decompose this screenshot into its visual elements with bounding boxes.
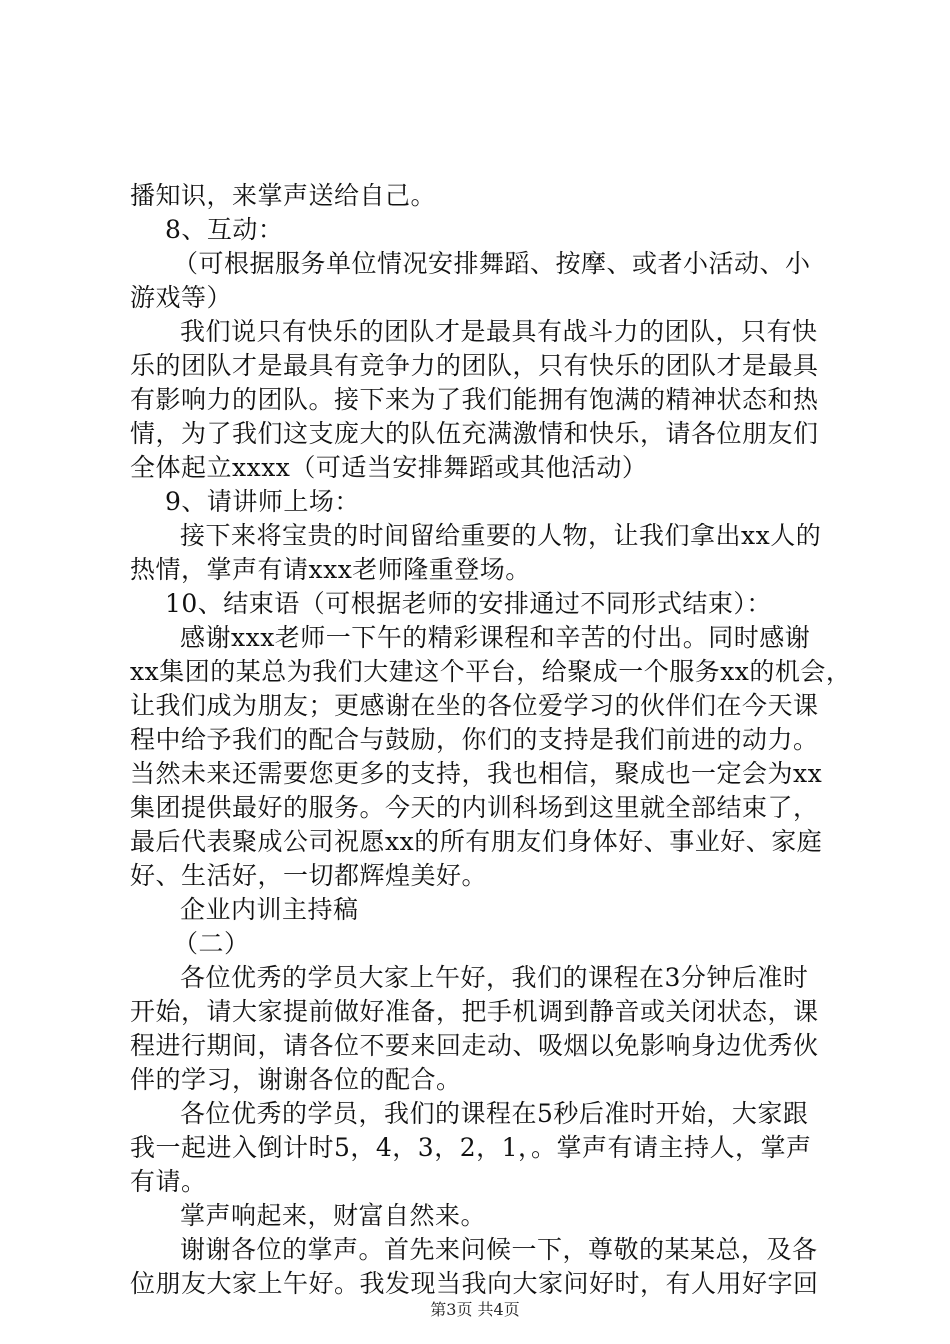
text-line: 谢谢各位的掌声。首先来问候一下，尊敬的某某总，及各 bbox=[180, 1235, 818, 1264]
text-line: 我们说只有快乐的团队才是最具有战斗力的团队，只有快 bbox=[180, 317, 818, 346]
text-line: 各位优秀的学员，我们的课程在5秒后准时开始，大家跟 bbox=[180, 1099, 809, 1128]
text-line: 播知识，来掌声送给自己。 bbox=[130, 181, 437, 210]
section-number: （二） bbox=[173, 929, 250, 958]
text-line: 伴的学习，谢谢各位的配合。 bbox=[130, 1065, 462, 1094]
text-line: 我一起进入倒计时5，4，3，2，1，。掌声有请主持人，掌声 bbox=[130, 1133, 812, 1162]
text-line: 好、生活好，一切都辉煌美好。 bbox=[130, 861, 488, 890]
section-heading: 9、请讲师上场： bbox=[165, 487, 360, 516]
text-line: 最后代表聚成公司祝愿xx的所有朋友们身体好、事业好、家庭 bbox=[130, 827, 823, 856]
text-line: 集团提供最好的服务。今天的内训科场到这里就全部结束了， bbox=[130, 793, 819, 822]
text-line: 游戏等） bbox=[130, 283, 233, 312]
text-line: （可根据服务单位情况安排舞蹈、按摩、或者小活动、小 bbox=[173, 249, 811, 278]
section-heading: 8、互动： bbox=[165, 215, 284, 244]
text-line: 有影响力的团队。接下来为了我们能拥有饱满的精神状态和热 bbox=[130, 385, 819, 414]
text-line: 程进行期间，请各位不要来回走动、吸烟以免影响身边优秀伙 bbox=[130, 1031, 819, 1060]
text-line: 让我们成为朋友；更感谢在坐的各位爱学习的伙伴们在今天课 bbox=[130, 691, 819, 720]
document-title: 企业内训主持稿 bbox=[180, 895, 359, 924]
text-line: 有请。 bbox=[130, 1167, 207, 1196]
text-line: 情，为了我们这支庞大的队伍充满激情和快乐，请各位朋友们 bbox=[130, 419, 819, 448]
text-line: 全体起立xxxx（可适当安排舞蹈或其他活动） bbox=[130, 453, 648, 482]
text-line: 当然未来还需要您更多的支持，我也相信，聚成也一定会为xx bbox=[130, 759, 823, 788]
text-line: 乐的团队才是最具有竞争力的团队，只有快乐的团队才是最具 bbox=[130, 351, 819, 380]
text-line: 位朋友大家上午好。我发现当我向大家问好时，有人用好字回 bbox=[130, 1269, 819, 1298]
text-line: 程中给予我们的配合与鼓励，你们的支持是我们前进的动力。 bbox=[130, 725, 819, 754]
text-line: 热情，掌声有请xxx老师隆重登场。 bbox=[130, 555, 531, 584]
section-heading: 10、结束语（可根据老师的安排通过不同形式结束）： bbox=[165, 589, 772, 618]
page-footer: 第3页 共4页 bbox=[430, 1300, 520, 1319]
text-line: 开始，请大家提前做好准备，把手机调到静音或关闭状态，课 bbox=[130, 997, 819, 1026]
text-line: 掌声响起来，财富自然来。 bbox=[180, 1201, 487, 1230]
text-line: 各位优秀的学员大家上午好，我们的课程在3分钟后准时 bbox=[180, 963, 809, 992]
text-line: 感谢xxx老师一下午的精彩课程和辛苦的付出。同时感谢 bbox=[180, 623, 811, 652]
text-line: 接下来将宝贵的时间留给重要的人物，让我们拿出xx人的 bbox=[180, 521, 822, 550]
text-line: xx集团的某总为我们大建这个平台，给聚成一个服务xx的机会， bbox=[130, 657, 852, 686]
